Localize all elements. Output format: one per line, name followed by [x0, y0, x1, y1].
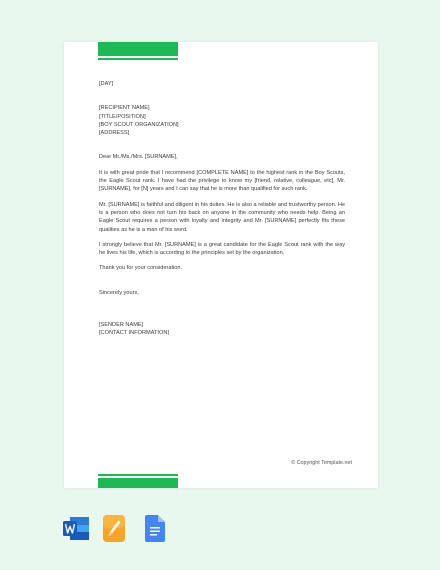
recipient-address: [ADDRESS]: [99, 130, 130, 137]
recipient-name: [RECIPIENT NAME]: [99, 105, 150, 112]
google-docs-icon[interactable]: [145, 515, 165, 542]
recipient-title: [TITLE/POSITION]: [99, 113, 146, 120]
closing: Sincerely yours,: [99, 289, 139, 296]
paragraph-thanks: Thank you for your consideration.: [99, 265, 183, 272]
word-icon[interactable]: [63, 515, 90, 542]
recipient-block: [99, 104, 345, 137]
letter-body: [99, 80, 345, 338]
letter-page: [64, 42, 378, 488]
paragraph-1: It is with great pride that I recommend [COMPLETE NAME] to the highest rank in the Boy Scouts, the Eagle Scout rank. I have had the privilege to know my [friend, relative, colleague, etc], Mr. [SURNAME], for [N] years and I can say that he is more than qualified for such rank.: [99, 169, 345, 193]
header-accent-line: [98, 58, 178, 60]
paragraph-3: I strongly believe that Mr. [SURNAME] is a great candidate for the Eagle Scout rank with the way he lives his life, which is according to the principles set by the organization.: [99, 241, 345, 257]
header-accent-bar: [98, 42, 178, 56]
footer-accent-bar: [98, 478, 178, 488]
copyright-text: © Copyright Template.net: [291, 460, 352, 466]
sender-name: [SENDER NAME]: [99, 322, 144, 329]
sender-block: [99, 321, 345, 338]
sender-contact: [CONTACT INFORMATION]: [99, 330, 169, 337]
footer-accent-line: [98, 474, 178, 476]
recipient-organization: [BOY SCOUT ORGANIZATION]: [99, 121, 179, 128]
letter-date: [DAY]: [99, 81, 114, 87]
salutation: Dear Mr./Ms./Mrs. [SURNAME],: [99, 154, 178, 161]
paragraph-2: Mr. [SURNAME] is faithful and diligent in his duties. He is also a reliable and trustworthy person. He is a person who does not turn his back on anyone in the community who needs help. Being an Eagle Scout requires a person with loyalty and integrity and Mr. [SURNAME] perfectly fits these qualities as he is a man of his word.: [99, 201, 345, 233]
pages-icon[interactable]: [103, 515, 125, 542]
